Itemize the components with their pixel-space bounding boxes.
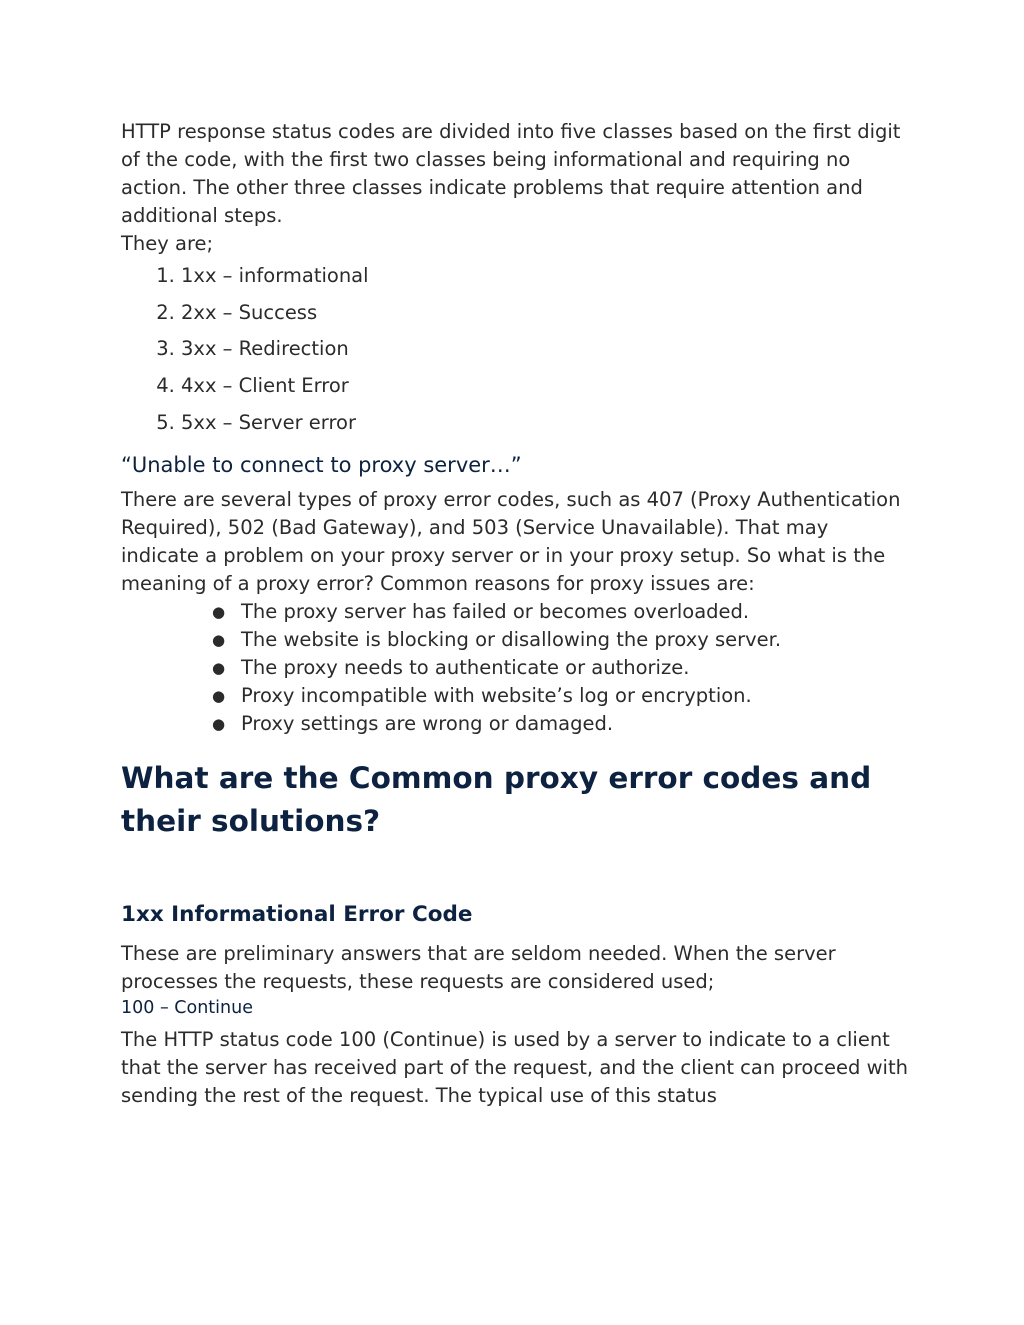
informational-paragraph: These are preliminary answers that are seldom needed. When the server processes the requests, these requests are considered used; (121, 941, 836, 993)
list-item: 1. 1xx – informational (181, 258, 911, 295)
intro-paragraph: HTTP response status codes are divided into five classes based on the first digit of the code, with the first two classes being informational and requiring no action. The other three classes indicate problems that require attention and additional steps. (121, 120, 901, 227)
bullet-icon: ● (212, 630, 226, 649)
list-item (211, 598, 911, 626)
list-item (211, 710, 911, 738)
list-item: 4. 4xx – Client Error (181, 368, 911, 405)
status-class-list (121, 258, 911, 442)
list-item-text: The website is blocking or disallowing the proxy server. (241, 627, 782, 651)
main-heading: What are the Common proxy error codes and their solutions? (121, 760, 872, 838)
proxy-paragraph: There are several types of proxy error codes, such as 407 (Proxy Authentication Required), 502 (Bad Gateway), and 503 (Service Unavailable). That may indicate a problem on your proxy server or in your proxy setup. So what is the meaning of a proxy error? Common reasons for proxy issues are: (121, 487, 901, 595)
proxy-reasons-list (121, 598, 911, 739)
list-item (211, 626, 911, 654)
bullet-icon: ● (212, 687, 226, 706)
list-item-text: Proxy settings are wrong or damaged. (241, 712, 614, 736)
informational-heading: 1xx Informational Error Code (121, 901, 473, 927)
list-item-text: Proxy incompatible with website’s log or encryption. (241, 684, 752, 708)
code-100-paragraph: The HTTP status code 100 (Continue) is used by a server to indicate to a client that the server has received part of the request, and the client can proceed with sending the rest of the request. The typical use of this status (121, 1027, 908, 1107)
list-item: 2. 2xx – Success (181, 295, 911, 332)
proxy-heading: “Unable to connect to proxy server…” (121, 452, 522, 477)
bullet-icon: ● (212, 715, 226, 734)
list-item (211, 654, 911, 682)
bullet-icon: ● (212, 602, 226, 621)
list-item: 3. 3xx – Redirection (181, 331, 911, 368)
list-item-text: The proxy server has failed or becomes overloaded. (241, 599, 750, 623)
bullet-icon: ● (212, 658, 226, 677)
list-item-text: The proxy needs to authenticate or authorize. (241, 655, 690, 679)
they-are-text: They are; (121, 232, 214, 255)
document-page (121, 118, 911, 1110)
code-100-heading: 100 – Continue (121, 997, 253, 1018)
list-item: 5. 5xx – Server error (181, 405, 911, 442)
list-item (211, 682, 911, 710)
